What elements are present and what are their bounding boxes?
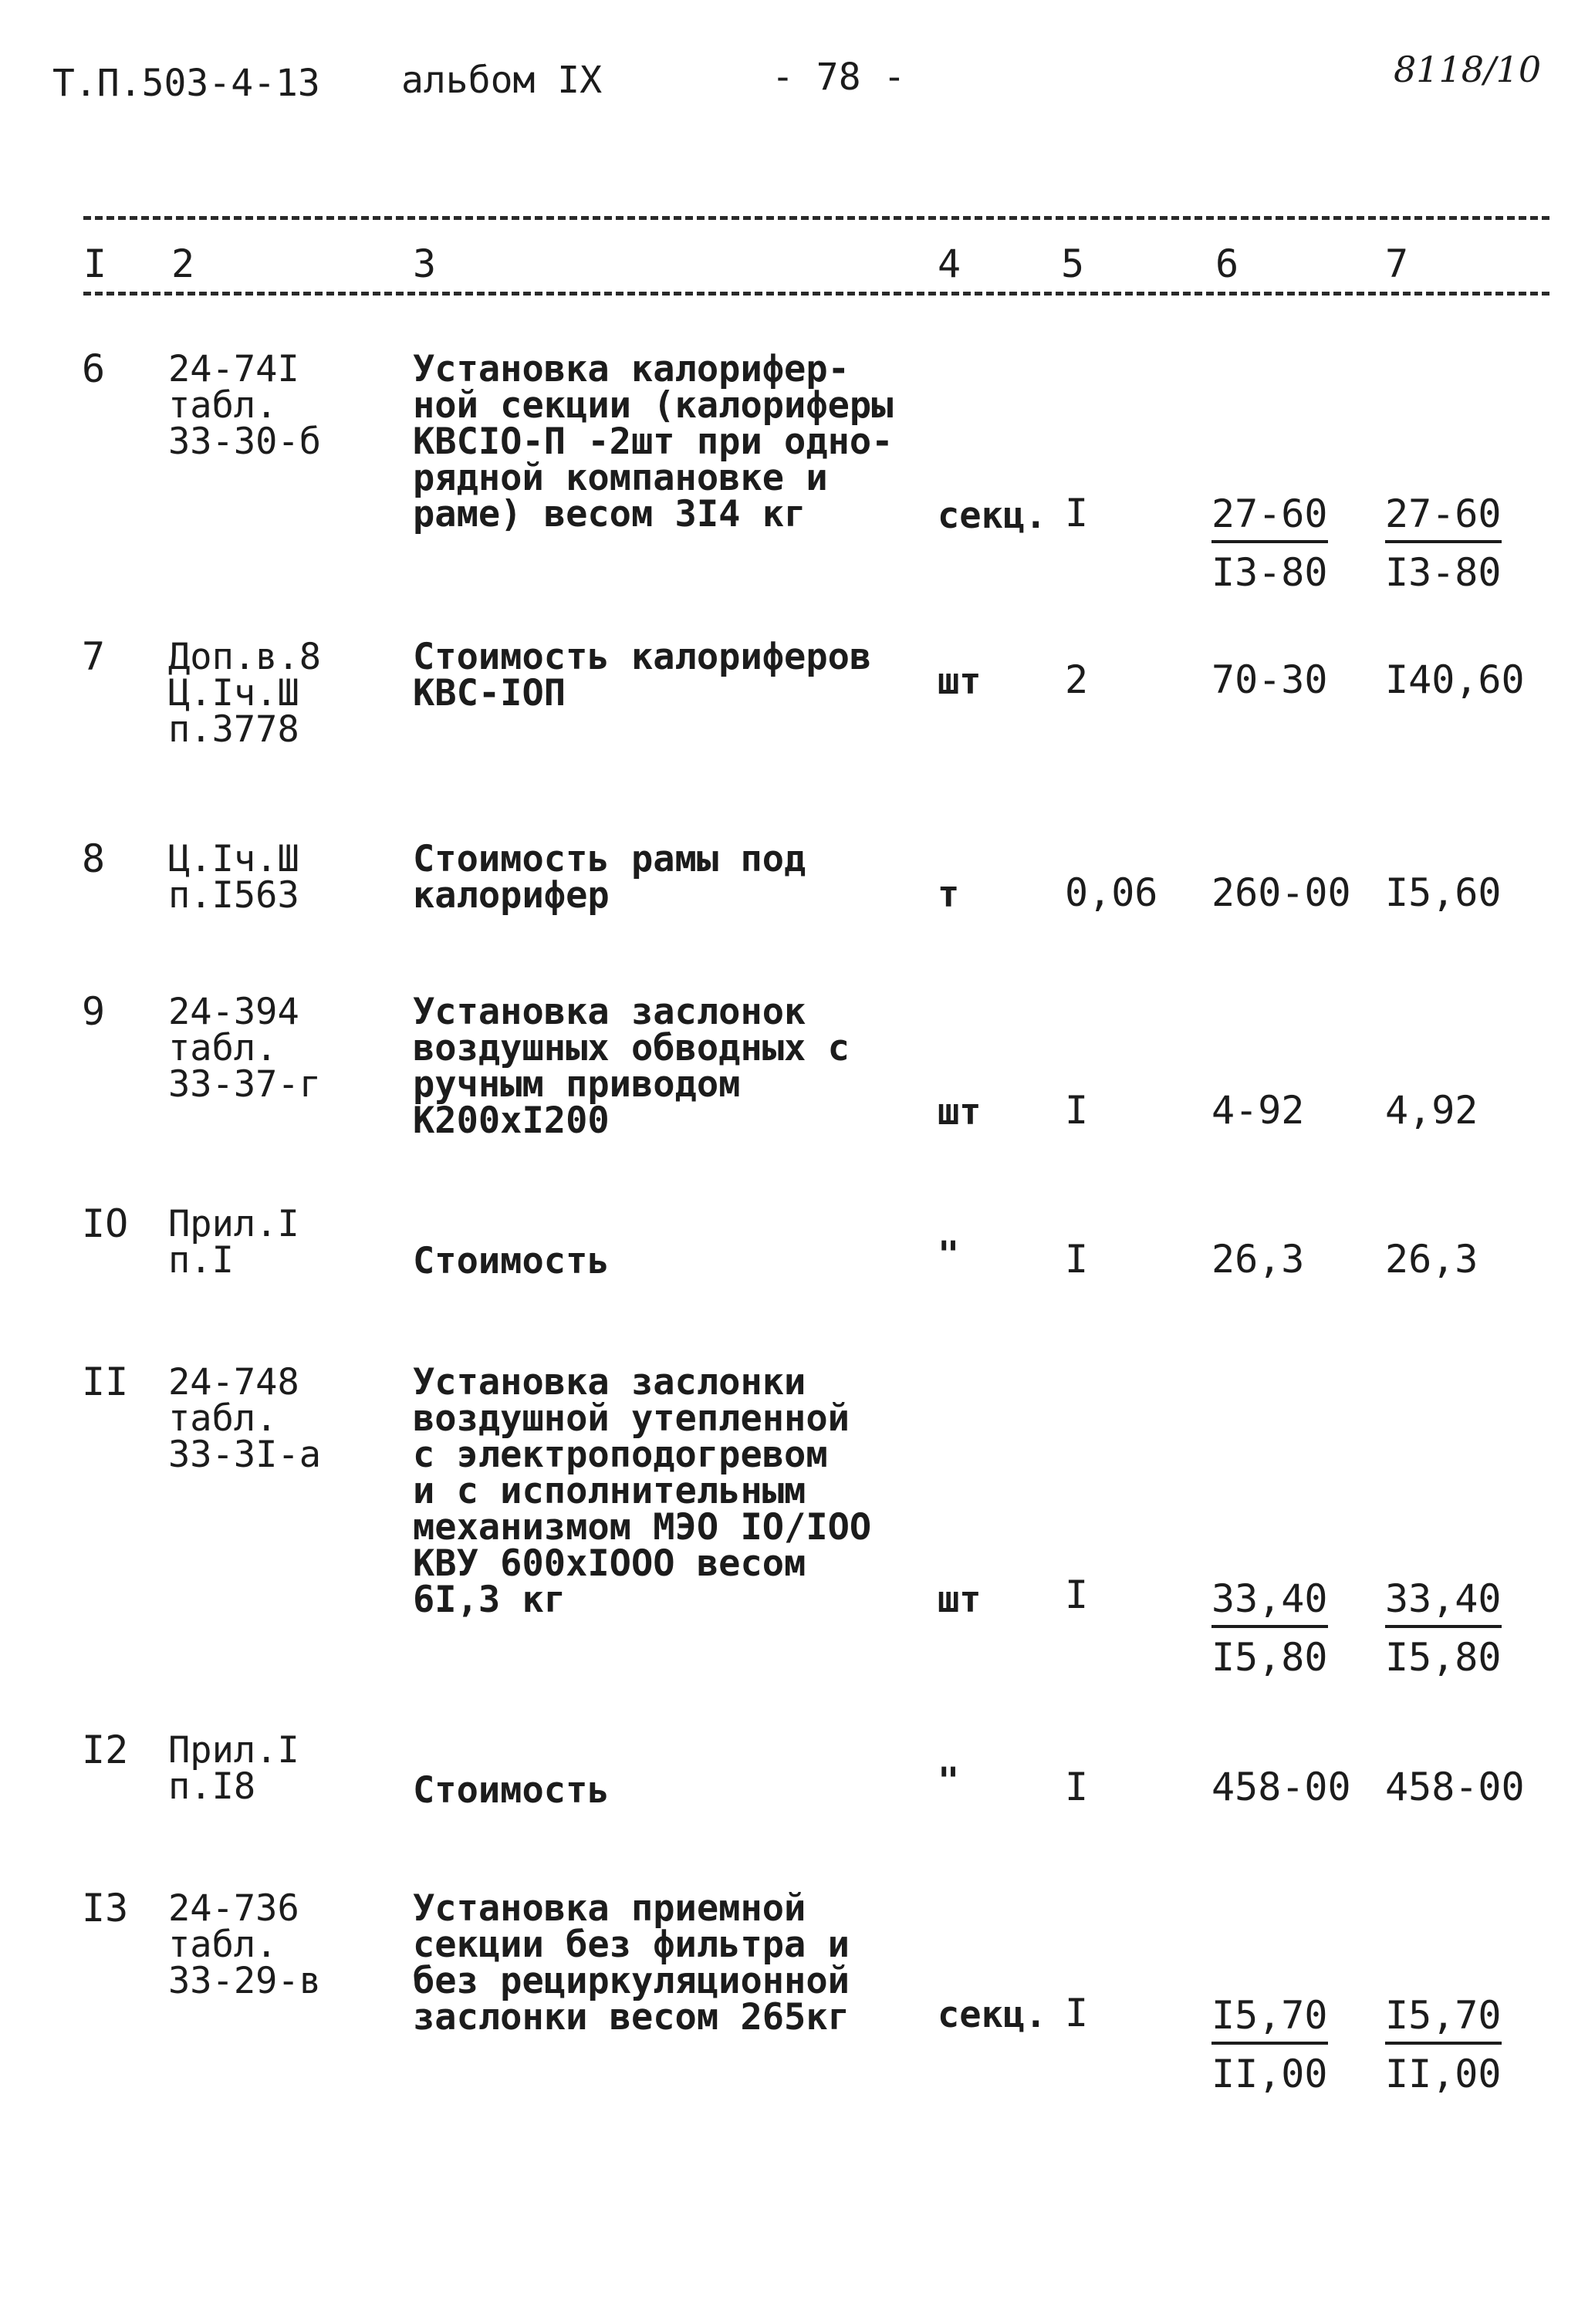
unit-price-fraction <box>1211 1994 1328 2096</box>
row-unit-price: 260-00 <box>1211 870 1351 915</box>
row-description: Установка заслонок воздушных обводных с ручным приводом К200хI200 <box>413 991 850 1142</box>
row-unit-price: 4-92 <box>1211 1088 1305 1133</box>
row-number: I3 <box>82 1886 129 1930</box>
row-description: Установка приемной секции без фильтра и без рециркуляционной заслонки весом 265кг <box>413 1887 850 2039</box>
row-reference: 24-394 табл. 33-37-г <box>168 991 322 1106</box>
total-price-fraction <box>1385 492 1502 594</box>
unit-price-top: 33,40 <box>1211 1577 1328 1628</box>
row-quantity: I <box>1065 1088 1089 1133</box>
page-number: - 78 - <box>772 56 906 99</box>
sheet-number: 8118/10 <box>1394 49 1542 90</box>
row-number: IО <box>82 1201 129 1246</box>
row-description: Стоимость калориферов КВС-IОП <box>413 636 872 714</box>
unit-price-fraction <box>1211 492 1328 594</box>
total-price-fraction <box>1385 1994 1502 2096</box>
row-description: Стоимость рамы под калорифер <box>413 838 806 917</box>
row-total-price: 458-00 <box>1385 1765 1525 1809</box>
row-reference: 24-74I табл. 33-30-б <box>168 348 322 463</box>
unit-price-fraction <box>1211 1577 1328 1679</box>
total-price-fraction <box>1385 1577 1502 1679</box>
total-price-bottom: I5,80 <box>1385 1635 1502 1680</box>
unit-price-top: I5,70 <box>1211 1994 1328 2045</box>
column-number-3: 3 <box>413 242 437 286</box>
row-number: 6 <box>82 346 106 391</box>
album-label: альбом IX <box>401 59 603 102</box>
unit-price-bottom: I3-80 <box>1211 550 1328 595</box>
row-reference: Доп.в.8 Ц.Iч.Ш п.3778 <box>168 636 322 751</box>
total-price-top: 33,40 <box>1385 1577 1502 1628</box>
row-unit: т <box>938 873 960 916</box>
row-unit: секц. <box>938 495 1047 537</box>
row-unit: секц. <box>938 1994 1047 2036</box>
column-number-6: 6 <box>1215 242 1239 286</box>
row-description: Установка заслонки воздушной утепленной с электроподогревом и с исполнительным механизмом МЭО IО/IОО КВУ 600хIООО весом 6I,3 кг <box>413 1361 872 1621</box>
row-total-price: I5,60 <box>1385 870 1502 915</box>
row-unit-price: 26,3 <box>1211 1237 1305 1282</box>
row-quantity: I <box>1065 1237 1089 1282</box>
total-price-top: I5,70 <box>1385 1994 1502 2045</box>
row-reference: 24-748 табл. 33-3I-а <box>168 1361 322 1476</box>
row-unit-price: 70-30 <box>1211 657 1328 702</box>
header-rule-top <box>83 216 1549 220</box>
total-price-top: 27-60 <box>1385 492 1502 543</box>
row-total-price: I40,60 <box>1385 657 1525 702</box>
total-price-bottom: I3-80 <box>1385 550 1502 595</box>
row-reference: Прил.I п.I8 <box>168 1729 299 1808</box>
unit-price-bottom: II,00 <box>1211 2052 1328 2096</box>
column-number-7: 7 <box>1385 242 1409 286</box>
row-number: I2 <box>82 1728 129 1772</box>
row-quantity: I <box>1065 1572 1089 1617</box>
row-unit: " <box>938 1760 960 1802</box>
row-quantity: 0,06 <box>1065 870 1158 915</box>
row-total-price: 4,92 <box>1385 1088 1478 1133</box>
row-reference: Ц.Iч.Ш п.I563 <box>168 838 299 917</box>
row-unit: шт <box>938 1579 982 1621</box>
column-number-1: I <box>83 242 107 286</box>
row-number: 7 <box>82 634 106 679</box>
row-quantity: I <box>1065 1765 1089 1809</box>
document-code: Т.П.503-4-13 <box>52 62 320 105</box>
row-total-price: 26,3 <box>1385 1237 1478 1282</box>
row-number: 9 <box>82 989 106 1034</box>
row-reference: 24-736 табл. 33-29-в <box>168 1887 322 2002</box>
row-unit: шт <box>938 660 982 703</box>
header-rule-bottom <box>83 292 1549 296</box>
row-quantity: 2 <box>1065 657 1089 702</box>
total-price-bottom: II,00 <box>1385 2052 1502 2096</box>
row-number: 8 <box>82 836 106 881</box>
column-number-2: 2 <box>171 242 195 286</box>
row-unit: " <box>938 1234 960 1276</box>
unit-price-bottom: I5,80 <box>1211 1635 1328 1680</box>
column-number-5: 5 <box>1061 242 1085 286</box>
row-number: II <box>82 1360 129 1404</box>
unit-price-top: 27-60 <box>1211 492 1328 543</box>
row-quantity: I <box>1065 491 1089 535</box>
row-reference: Прил.I п.I <box>168 1203 299 1282</box>
row-unit-price: 458-00 <box>1211 1765 1351 1809</box>
row-unit: шт <box>938 1091 982 1133</box>
row-description: Установка калорифер- ной секции (калориферы КВСIО-П -2шт при одно- рядной компановке и раме) весом 3I4 кг <box>413 348 894 535</box>
row-description: Стоимость <box>413 1769 610 1812</box>
row-quantity: I <box>1065 1991 1089 2035</box>
row-description: Стоимость <box>413 1240 610 1282</box>
column-number-4: 4 <box>938 242 961 286</box>
